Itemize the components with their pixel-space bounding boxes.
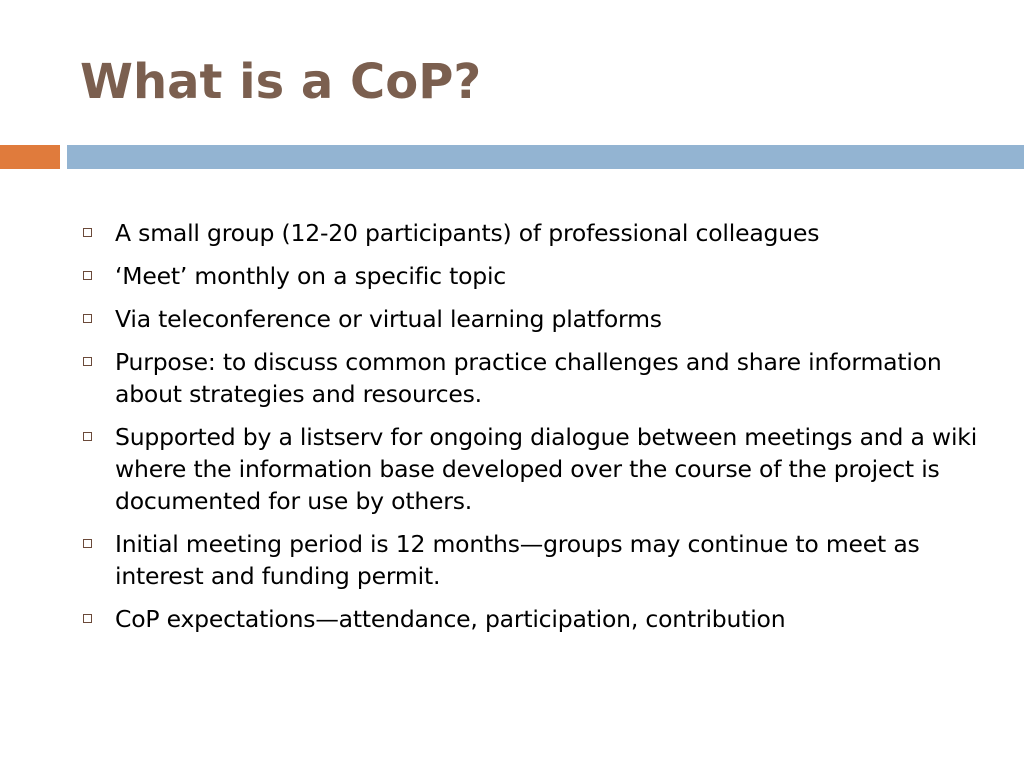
hollow-square-icon xyxy=(83,357,92,366)
bullet-text: Supported by a listserv for ongoing dialogue between meetings and a wiki where the information base developed over the course of the project is documented for use by others. xyxy=(115,423,978,515)
accent-bar-orange xyxy=(0,145,60,169)
list-item xyxy=(80,528,980,592)
accent-bar-blue xyxy=(67,145,1024,169)
list-item xyxy=(80,303,980,335)
list-item xyxy=(80,421,980,517)
hollow-square-icon xyxy=(83,614,92,623)
bullet-text: Purpose: to discuss common practice challenges and share information about strategies and resources. xyxy=(115,348,942,408)
list-item xyxy=(80,346,980,410)
hollow-square-icon xyxy=(83,314,92,323)
slide-title: What is a CoP? xyxy=(80,54,482,110)
list-item xyxy=(80,260,980,292)
bullet-text: Initial meeting period is 12 months—groups may continue to meet as interest and funding permit. xyxy=(115,530,920,590)
list-item xyxy=(80,603,980,635)
bullet-list xyxy=(80,217,980,646)
bullet-text: CoP expectations—attendance, participation, contribution xyxy=(115,605,786,633)
bullet-text: Via teleconference or virtual learning platforms xyxy=(115,305,662,333)
hollow-square-icon xyxy=(83,539,92,548)
bullet-text: A small group (12-20 participants) of professional colleagues xyxy=(115,219,820,247)
hollow-square-icon xyxy=(83,271,92,280)
bullet-text: ‘Meet’ monthly on a specific topic xyxy=(115,262,507,290)
list-item xyxy=(80,217,980,249)
hollow-square-icon xyxy=(83,432,92,441)
hollow-square-icon xyxy=(83,228,92,237)
